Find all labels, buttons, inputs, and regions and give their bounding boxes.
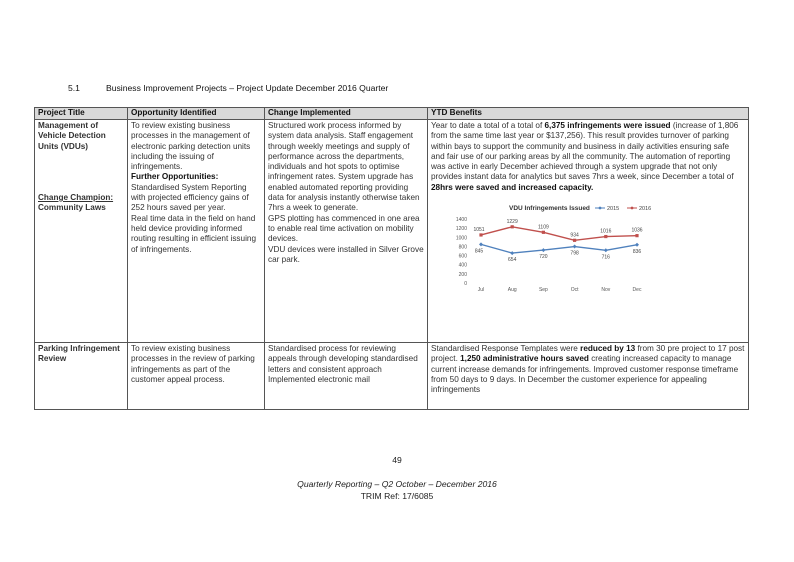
legend-label: 2015 xyxy=(607,206,620,213)
data-point xyxy=(604,248,608,252)
project-title-cell xyxy=(35,343,128,410)
data-point xyxy=(479,233,482,236)
table-row xyxy=(35,343,749,410)
data-point xyxy=(511,225,514,228)
y-tick-label: 400 xyxy=(458,262,467,269)
y-tick-label: 1400 xyxy=(455,217,467,224)
legend-marker xyxy=(631,207,634,210)
data-label: 934 xyxy=(570,232,579,239)
data-point xyxy=(573,245,577,249)
table-row xyxy=(35,120,749,343)
change-cell xyxy=(265,343,428,410)
data-label: 720 xyxy=(539,254,548,261)
data-label: 798 xyxy=(570,250,579,257)
y-tick-label: 1200 xyxy=(455,226,467,233)
project-title: Management of Vehicle Detection Units (VDUs) xyxy=(38,121,106,151)
benefits-text xyxy=(431,121,745,193)
benefits-highlight: 6,375 infringements were issued xyxy=(544,121,671,130)
data-label: 716 xyxy=(601,254,610,261)
benefits-text-part: from 30 pre project to 17 post project. xyxy=(431,344,745,364)
y-tick-label: 0 xyxy=(464,281,467,288)
report-period: Quarterly Reporting – Q2 October – December 2016 xyxy=(297,479,497,489)
x-tick-label: Nov xyxy=(601,287,611,294)
data-label: 1109 xyxy=(538,224,549,231)
benefits-highlight: 28hrs were saved and increased capacity. xyxy=(431,182,594,192)
benefits-highlight: 1,250 administrative hours saved xyxy=(460,354,589,364)
benefits-text-part: creating increased capacity to manage current increase demands for infringements. Improved customer response timeframe from 50 days to 9 days. In December the customer experience for appealing infringements xyxy=(431,354,739,395)
benefits-highlight: reduced by 13 xyxy=(580,344,636,353)
change-text-2: Implemented electronic mail xyxy=(268,374,370,384)
data-point xyxy=(635,243,639,247)
header-change: Change Implemented xyxy=(265,108,428,120)
data-label: 1016 xyxy=(600,228,612,235)
opportunity-cell xyxy=(128,120,265,343)
x-tick-label: Aug xyxy=(507,287,517,294)
data-point xyxy=(542,231,545,234)
further-opportunity-text-2: Real time data in the field on hand held device providing informed routing resulting in efficient issuing of infringements. xyxy=(131,213,257,254)
header-opportunity: Opportunity Identified xyxy=(128,108,265,120)
chart-title: VDU Infringements Issued xyxy=(509,205,590,213)
trim-reference: TRIM Ref: 17/6085 xyxy=(360,491,434,501)
legend-marker xyxy=(599,207,602,210)
section-number: 5.1 xyxy=(68,83,80,93)
data-label: 654 xyxy=(508,257,517,264)
project-title-cell xyxy=(35,120,128,343)
change-cell xyxy=(265,120,428,343)
data-label: 845 xyxy=(474,248,484,255)
data-label: 1229 xyxy=(506,218,518,225)
change-champion: Community Laws xyxy=(38,203,106,213)
series-line-2016 xyxy=(481,227,637,240)
opportunity-text: To review existing business processes in the management of electronic parking detection units including the issuing of infringements. xyxy=(131,121,251,172)
section-title: Business Improvement Projects – Project Update December 2016 Quarter xyxy=(106,83,389,93)
page-number: 49 xyxy=(392,455,402,465)
change-text-2: GPS plotting has commenced in one area to enable real time activation on mobility devices. xyxy=(268,213,420,244)
y-tick-label: 1000 xyxy=(455,235,467,242)
y-tick-label: 200 xyxy=(458,271,467,278)
data-label: 1051 xyxy=(473,227,485,234)
benefits-text xyxy=(431,344,745,395)
opportunity-text: To review existing business processes in the review of parking infringements as part of the customer appeal process. xyxy=(131,344,255,384)
x-tick-label: Jul xyxy=(477,287,485,294)
data-point xyxy=(635,234,638,237)
projects-table xyxy=(34,107,749,410)
x-tick-label: Dec xyxy=(632,287,642,294)
benefits-cell xyxy=(428,120,749,343)
benefits-text-part: Standardised Response Templates were xyxy=(431,344,581,353)
header-ytd-benefits: YTD Benefits xyxy=(428,108,749,120)
series-line-2015 xyxy=(481,244,637,253)
data-label: 1036 xyxy=(631,227,643,234)
table-header-row xyxy=(35,108,749,120)
data-point xyxy=(479,242,483,246)
data-point xyxy=(510,251,514,255)
change-text: Standardised process for reviewing appeals through developing standardised letters and consistent approach xyxy=(268,344,418,374)
change-text-3: VDU devices were installed in Silver Grove car park. xyxy=(268,244,424,264)
data-point xyxy=(541,248,545,252)
benefits-text-part: (increase of 1,806 from the same time last year or $137,256). This result provides turnover of parking within bays to support the community and business in daily activities ensuring safe and fair use of our parking areas by all the community. The automation of reporting was active in early December achieved through a system upgrade that not only provides instant data for analytics but saves 7hrs a week, since December a total of xyxy=(431,121,739,182)
benefits-cell xyxy=(428,343,749,410)
benefits-text-part: Year to date a total of a total of xyxy=(431,121,545,130)
change-text: Structured work process informed by system data analysis. Staff engagement through weekly meetings and supply of performance across the departments, individuals and hot spots to optimise infringement rates. System upgrade has enabled automated reporting providing data for analysis instantly otherwise taken 7hrs a week to generate. xyxy=(268,121,420,213)
data-point xyxy=(604,235,607,238)
opportunity-cell xyxy=(128,343,265,410)
vdu-infringements-chart xyxy=(435,203,655,295)
header-project-title: Project Title xyxy=(35,108,128,120)
data-label: 836 xyxy=(632,248,642,255)
data-point xyxy=(573,239,576,242)
project-title: Parking Infringement Review xyxy=(38,344,120,364)
further-opportunities-label: Further Opportunities: xyxy=(131,172,219,182)
vdu-chart-container xyxy=(435,203,745,298)
further-opportunity-text: Standardised System Reporting with projected efficiency gains of 252 hours saved per year. xyxy=(131,182,249,213)
x-tick-label: Oct xyxy=(570,287,579,294)
change-champion-label: Change Champion: xyxy=(38,192,114,202)
x-tick-label: Sep xyxy=(538,287,548,294)
y-tick-label: 800 xyxy=(458,244,467,251)
section-heading xyxy=(68,83,388,93)
legend-label: 2016 xyxy=(639,206,652,213)
y-tick-label: 600 xyxy=(458,253,467,260)
